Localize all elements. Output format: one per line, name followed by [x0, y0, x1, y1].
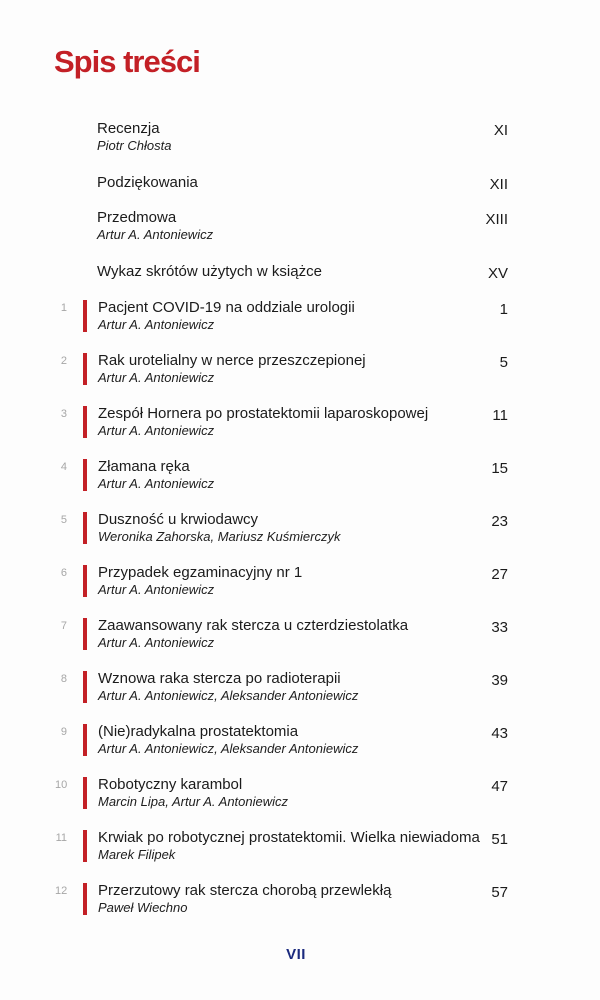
toc-chapter-entry — [55, 882, 508, 915]
toc-entry-title: Recenzja — [97, 120, 160, 137]
toc-chapter-entry — [55, 617, 508, 650]
toc-entry-authors: Artur A. Antoniewicz — [98, 476, 215, 491]
toc-entry-text — [97, 209, 475, 242]
page-title: Spis treści — [54, 44, 200, 79]
chapter-number: 6 — [60, 567, 67, 579]
toc-entry-authors: Artur A. Antoniewicz — [98, 317, 215, 332]
toc-entry-authors: Weronika Zahorska, Mariusz Kuśmierczyk — [98, 529, 341, 544]
chapter-accent-bar — [83, 512, 87, 544]
toc-entry-authors: Artur A. Antoniewicz — [98, 582, 215, 597]
chapter-accent-bar — [83, 353, 87, 385]
toc-entry-title: Rak urotelialny w nerce przeszczepionej — [98, 352, 366, 369]
toc-entry-page-number: XII — [489, 176, 508, 193]
chapter-number: 8 — [60, 673, 67, 685]
toc-chapter-entry — [55, 564, 508, 597]
toc-entry-title: Krwiak po robotycznej prostatektomii. Wielka niewiadoma — [98, 829, 480, 846]
toc-entry-title: Przerzutowy rak stercza chorobą przewlekłą — [98, 882, 392, 899]
toc-entry — [55, 209, 508, 242]
toc-entry-text — [98, 670, 481, 703]
toc-entry-title: Zespół Hornera po prostatektomii laparoskopowej — [98, 405, 429, 422]
toc-entry-text — [98, 299, 490, 332]
toc-entry-page-number: 15 — [491, 460, 508, 477]
front-matter-section — [55, 120, 508, 283]
chapter-accent-bar — [83, 777, 87, 809]
chapter-number: 3 — [60, 408, 67, 420]
toc-entry-text — [98, 776, 481, 809]
toc-entry-title: Zaawansowany rak stercza u czterdziestolatka — [98, 617, 409, 634]
chapters-section — [55, 299, 508, 915]
chapter-accent-bar — [83, 671, 87, 703]
toc-entry-page-number: XIII — [485, 211, 508, 228]
toc-entry-page-number: 23 — [491, 513, 508, 530]
toc-entry-authors: Marcin Lipa, Artur A. Antoniewicz — [98, 794, 289, 809]
chapter-number: 7 — [60, 620, 67, 632]
toc-chapter-entry — [55, 511, 508, 544]
toc-entry-page-number: 39 — [491, 672, 508, 689]
toc-chapter-entry — [55, 458, 508, 491]
chapter-accent-bar — [83, 300, 87, 332]
folio-page-number: VII — [286, 946, 306, 963]
toc-entry-page-number: 43 — [491, 725, 508, 742]
toc-entry-page-number: 47 — [491, 778, 508, 795]
toc-entry-title: Podziękowania — [97, 174, 198, 191]
toc-entry-page-number: 51 — [491, 831, 508, 848]
chapter-number: 1 — [60, 302, 67, 314]
toc-entry-text — [98, 617, 481, 650]
chapter-number: 10 — [55, 779, 68, 791]
toc-entry-title: Przypadek egzaminacyjny nr 1 — [98, 564, 303, 581]
chapter-accent-bar — [83, 618, 87, 650]
toc-entry-title: (Nie)radykalna prostatektomia — [98, 723, 299, 740]
toc-entry-title: Wznowa raka stercza po radioterapii — [98, 670, 341, 687]
toc-entry-authors: Artur A. Antoniewicz — [98, 635, 215, 650]
toc-entry-page-number: 33 — [491, 619, 508, 636]
toc-entry-page-number: XV — [487, 265, 508, 282]
chapter-accent-bar — [83, 565, 87, 597]
toc-entry-authors: Marek Filipek — [98, 847, 176, 862]
chapter-number: 12 — [55, 885, 68, 897]
toc-entry-text — [98, 829, 481, 862]
toc-entry — [55, 174, 508, 194]
toc-entry — [55, 263, 508, 283]
chapter-accent-bar — [83, 883, 87, 915]
toc-entry-text — [98, 511, 481, 544]
toc-entry-page-number: 57 — [491, 884, 508, 901]
toc-entry-page-number: 11 — [492, 407, 508, 424]
toc-entry-authors: Piotr Chłosta — [97, 138, 172, 153]
toc-entry-page-number: XI — [493, 122, 508, 139]
toc-chapter-entry — [55, 829, 508, 862]
page-footer — [0, 946, 592, 964]
chapter-accent-bar — [83, 406, 87, 438]
toc-entry-authors: Paweł Wiechno — [98, 900, 188, 915]
toc-entry-authors: Artur A. Antoniewicz — [98, 423, 215, 438]
toc-entry-text — [98, 564, 481, 597]
toc-chapter-entry — [55, 776, 508, 809]
toc-entry-title: Duszność u krwiodawcy — [98, 511, 259, 528]
chapter-number: 11 — [55, 832, 67, 844]
toc-entry-authors: Artur A. Antoniewicz, Aleksander Antoniewicz — [98, 688, 359, 703]
toc-entry-text — [98, 723, 481, 756]
toc-entry-text — [97, 174, 480, 192]
toc-chapter-entry — [55, 723, 508, 756]
chapter-accent-bar — [83, 459, 87, 491]
toc-entry-title: Robotyczny karambol — [98, 776, 243, 793]
chapter-accent-bar — [83, 830, 87, 862]
toc-entry-title: Przedmowa — [97, 209, 177, 226]
chapter-accent-bar — [83, 724, 87, 756]
toc-entry-page-number: 27 — [491, 566, 508, 583]
toc-entry-page-number: 5 — [499, 354, 508, 371]
chapter-number: 5 — [60, 514, 67, 526]
toc-chapter-entry — [55, 352, 508, 385]
chapter-number: 2 — [60, 355, 67, 367]
chapter-number: 9 — [60, 726, 67, 738]
toc-entry — [55, 120, 508, 153]
toc-entry-text — [98, 405, 482, 438]
toc-entry-text — [98, 352, 490, 385]
toc-entry-text — [98, 458, 481, 491]
toc-chapter-entry — [55, 670, 508, 703]
chapter-number: 4 — [60, 461, 67, 473]
toc-entry-page-number: 1 — [499, 301, 508, 318]
toc-entry-authors: Artur A. Antoniewicz — [98, 370, 215, 385]
toc-entry-text — [98, 882, 481, 915]
toc-entry-authors: Artur A. Antoniewicz, Aleksander Antoniewicz — [98, 741, 359, 756]
toc-entry-title: Pacjent COVID-19 na oddziale urologii — [98, 299, 355, 316]
toc-entry-text — [97, 120, 484, 153]
toc-chapter-entry — [55, 405, 508, 438]
toc-chapter-entry — [55, 299, 508, 332]
toc-entry-text — [97, 263, 478, 281]
toc-list — [55, 120, 508, 935]
toc-entry-title: Złamana ręka — [98, 458, 190, 475]
toc-entry-title: Wykaz skrótów użytych w książce — [97, 263, 322, 280]
toc-entry-authors: Artur A. Antoniewicz — [97, 227, 214, 242]
